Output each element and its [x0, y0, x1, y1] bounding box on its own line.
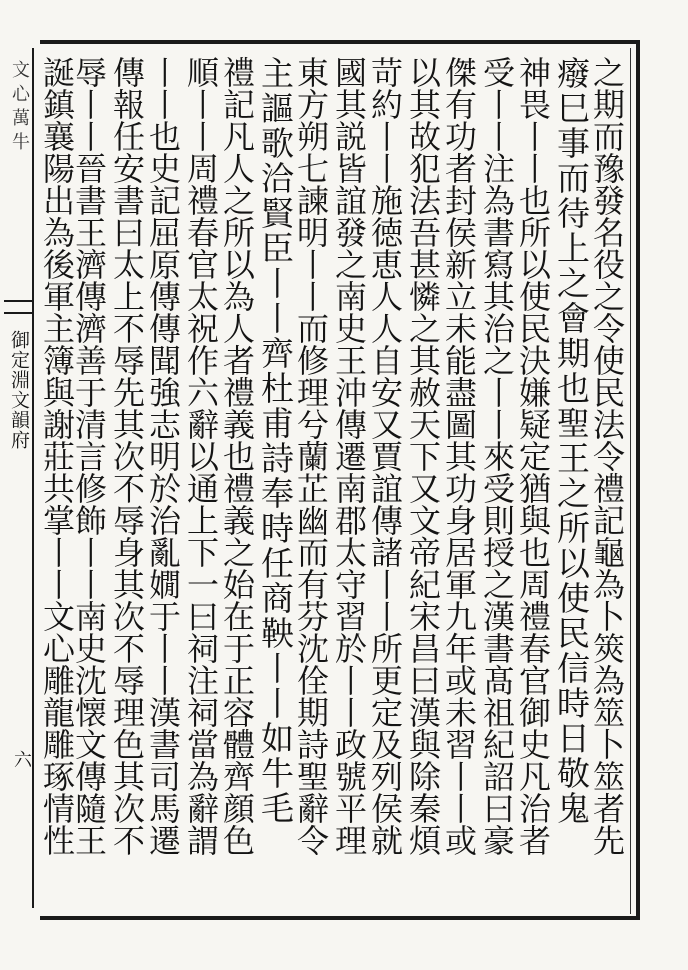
fish-tail-mark [4, 300, 32, 314]
text-column-10: 主謳歌洽賢臣丨丨齊杜甫詩奉時任商鞅丨丨如牛毛 [256, 56, 295, 826]
book-title: 御定淵文韻府 [8, 330, 30, 450]
text-column-9: 東方朔七諫明丨丨而修理兮蘭芷幽而有芬沈佺期詩聖辭令 [292, 56, 330, 856]
margin-column [4, 48, 34, 908]
text-column-13: 丨丨也史記屈原傳傳聞強志明於治亂嫺于丨丨漢書司馬遷 [144, 56, 182, 856]
margin-top-text: 文心萬牛 [9, 60, 30, 156]
text-column-14: 傳報任安書曰太上不辱先其次不辱身其次不辱理色其次不 [108, 56, 146, 856]
text-column-12: 順丨丨周禮春官太祝作六辭以通上下一曰祠注祠當為辭謂 [182, 56, 220, 856]
text-column-5: 傑有功者封侯新立未能盡圖其功身居軍九年或未習丨丨或 [440, 56, 478, 856]
text-column-6: 以其故犯法吾甚憐之其赦天下又文帝紀宋昌曰漢與除秦煩 [404, 56, 442, 856]
text-column-3: 神畏丨丨也所以使民決嫌疑定猶與也周禮春官御史凡治者 [514, 56, 552, 856]
text-column-4: 受丨丨注為書寫其治之丨丨來受則授之漢書髙祖紀詔曰豪 [478, 56, 516, 856]
text-column-8: 國其説皆誼發之南史王沖傳遷南郡太守習於丨丨政號平理 [330, 56, 368, 856]
text-column-11: 禮記凡人之所以為人者禮義也禮義之始在于正容體齊顔色 [218, 56, 256, 856]
text-column-15: 辱丨丨晉書王濟傳濟善于清言修飾丨丨南史沈懐文傳隨王 [70, 56, 108, 856]
border-right [636, 40, 640, 920]
text-column-2: 癈巳事而待上之會期也聖王之所以使民信時日敬鬼 [552, 56, 591, 826]
text-column-7: 苛約丨丨施徳恵人人自安又賈誼傳諸丨丨所更定及列侯就 [366, 56, 404, 856]
page-number: 六 [11, 750, 32, 768]
text-column-1: 之期而豫發名役之令使民法令禮記龜為卜筴為筮卜筮者先 [588, 56, 626, 856]
border-right-inner [630, 48, 631, 914]
border-top [40, 40, 640, 44]
border-bottom [40, 916, 640, 920]
text-column-16: 誕鎮襄陽出為後軍主簿與謝莊共掌丨丨文心雕龍雕琢情性 [38, 56, 76, 856]
